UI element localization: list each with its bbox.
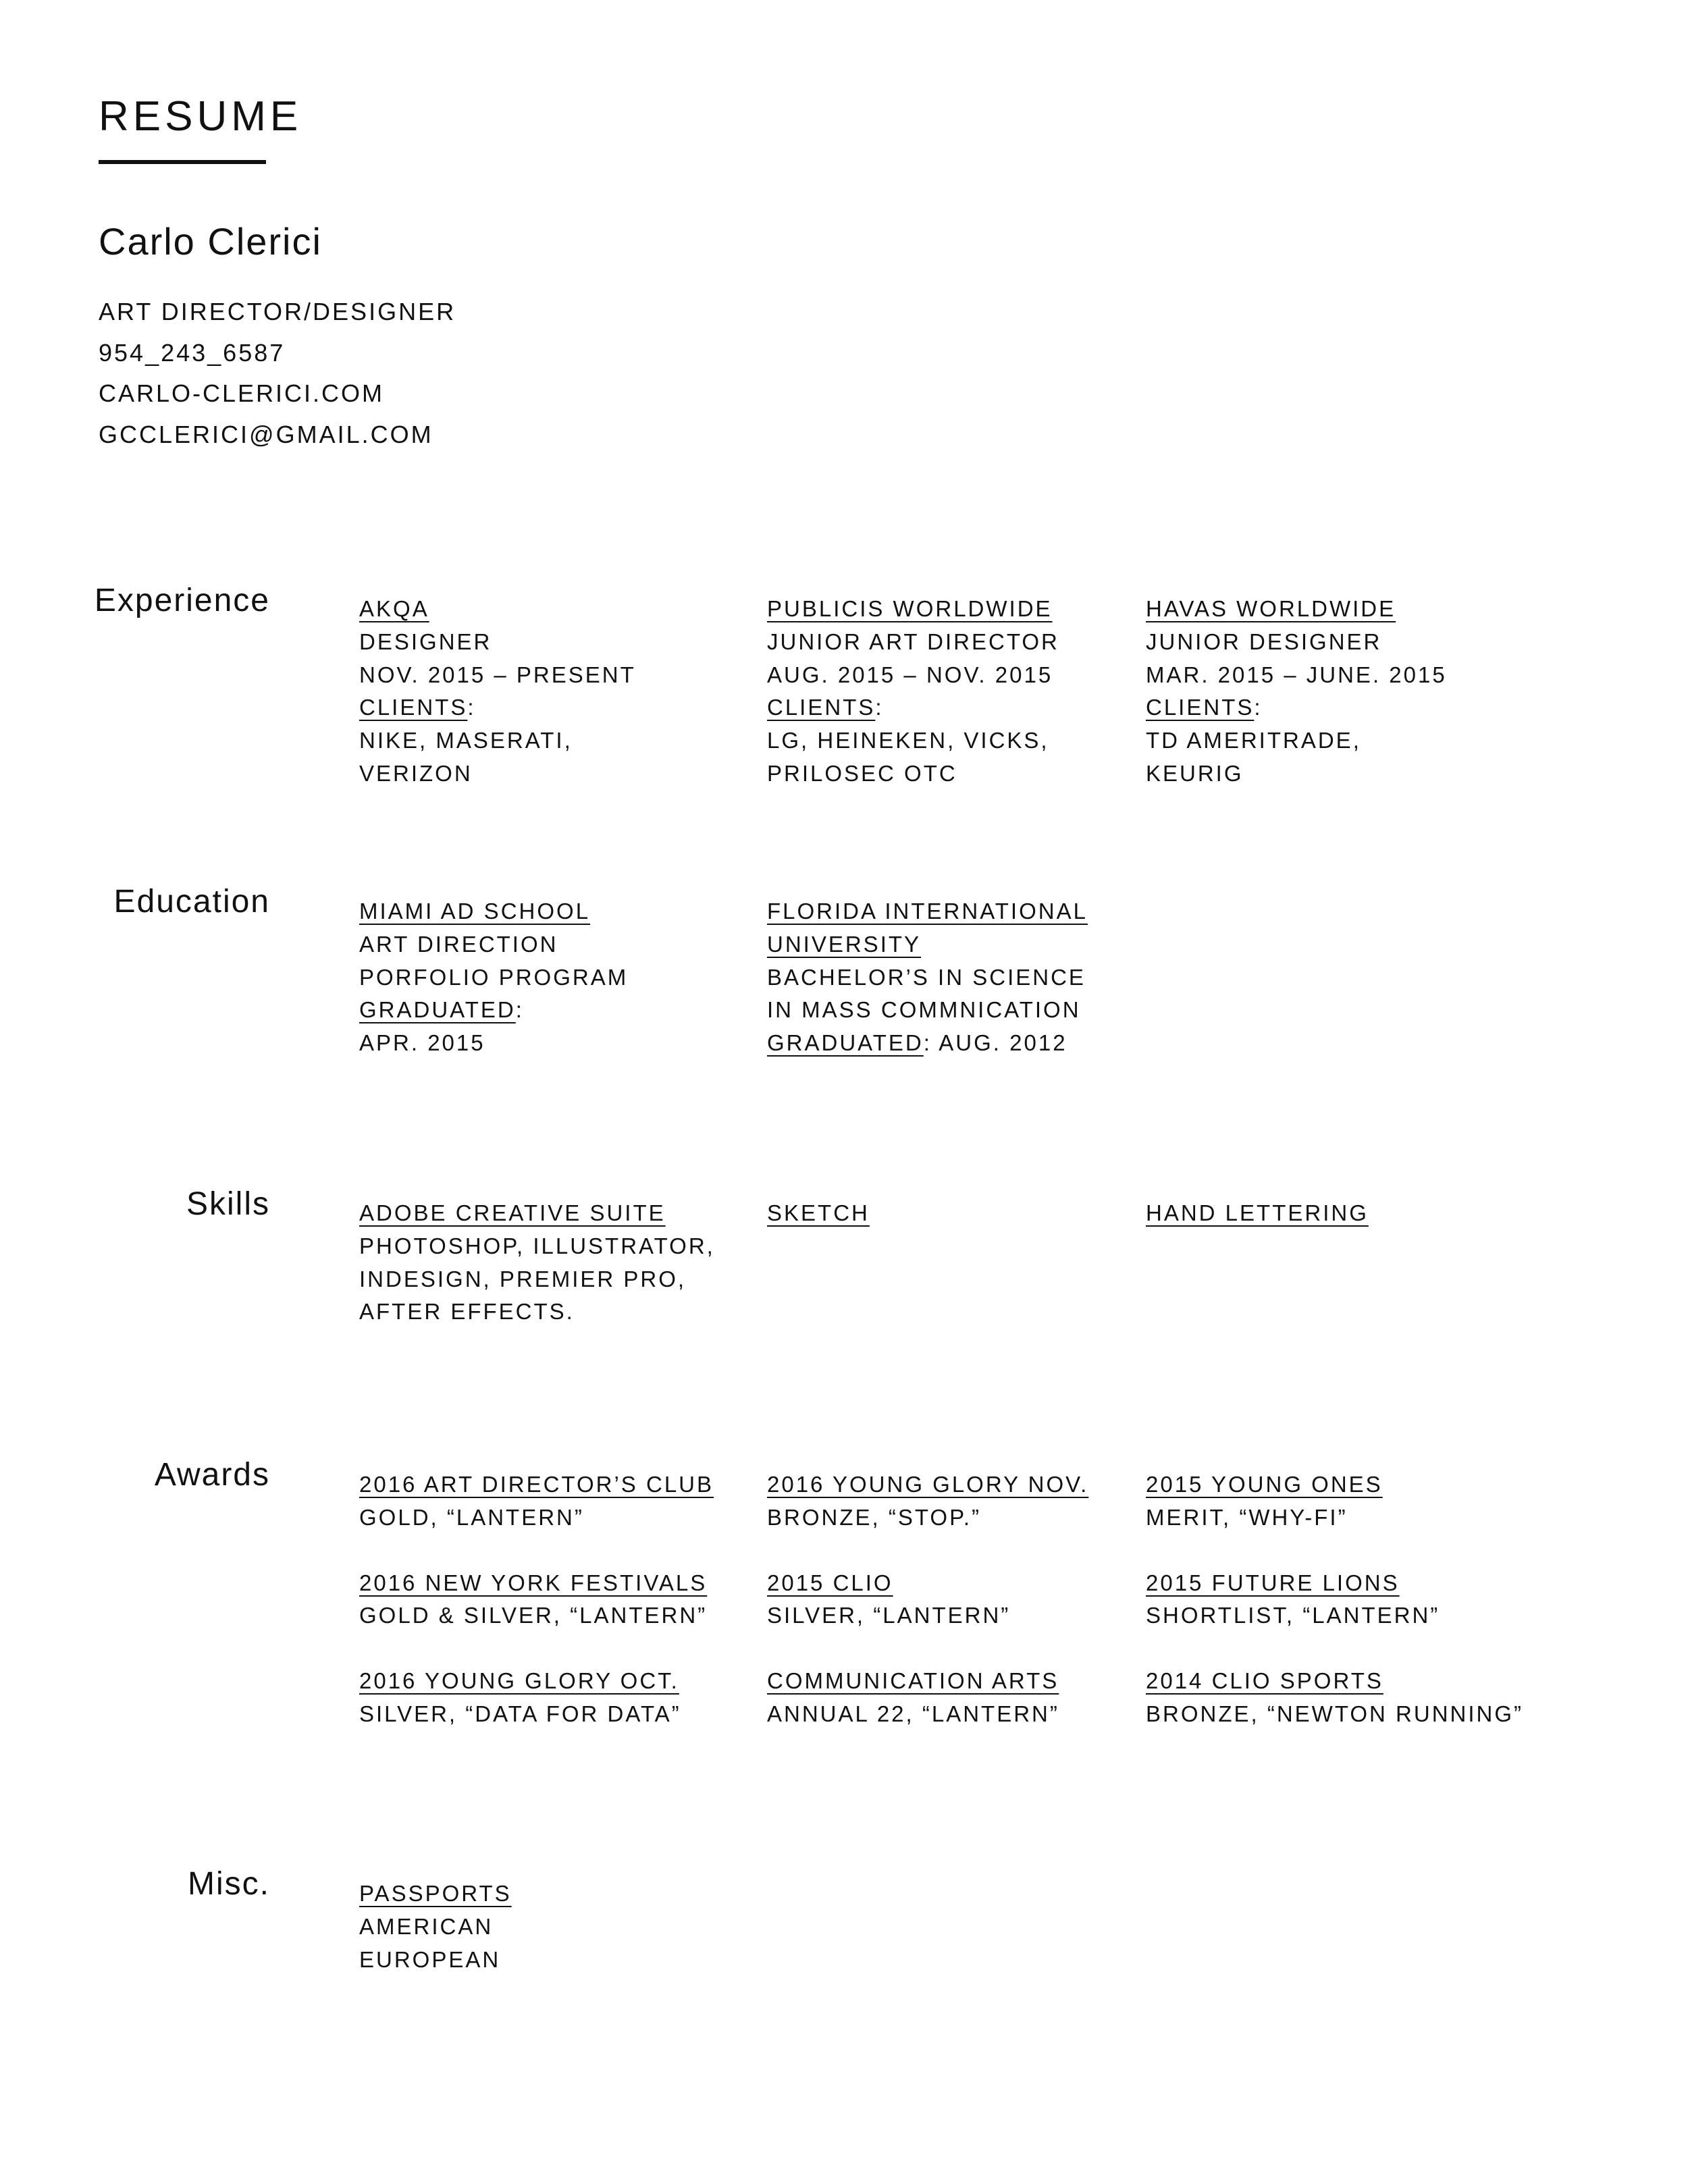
clients-line: TD AMERITRADE, [1146,728,1361,753]
experience-entry: PUBLICIS WORLDWIDE JUNIOR ART DIRECTOR AUG. 2015 – NOV. 2015 CLIENTS: LG, HEINEKEN, VICKS, PRILOSEC OTC [767,593,1059,791]
award-title: 2015 YOUNG ONES [1146,1472,1383,1497]
program-line: BACHELOR’S IN SCIENCE [767,964,1086,990]
experience-entry: HAVAS WORLDWIDE JUNIOR DESIGNER MAR. 2015 – JUNE. 2015 CLIENTS: TD AMERITRADE, KEURIG [1146,593,1447,791]
award-detail: GOLD, “LANTERN” [359,1504,584,1530]
graduation-date: AUG. 2012 [939,1030,1067,1056]
skill-detail: INDESIGN, PREMIER PRO, [359,1266,687,1291]
job-title: ART DIRECTOR/DESIGNER [99,298,456,325]
skill-detail: PHOTOSHOP, ILLUSTRATOR, [359,1233,715,1258]
award-detail: GOLD & SILVER, “LANTERN” [359,1603,708,1628]
award-detail: SILVER, “DATA FOR DATA” [359,1701,681,1726]
skill-detail: AFTER EFFECTS. [359,1299,575,1325]
clients-label: CLIENTS [359,695,468,720]
program-line: IN MASS COMMNICATION [767,997,1081,1023]
dates: NOV. 2015 – PRESENT [359,662,636,687]
clients-line: PRILOSEC OTC [767,760,957,786]
misc-title: PASSPORTS [359,1881,512,1906]
misc-detail: EUROPEAN [359,1946,501,1972]
award-title: COMMUNICATION ARTS [767,1668,1059,1694]
graduation-date: APR. 2015 [359,1030,485,1056]
website: CARLO-CLERICI.COM [99,379,385,407]
graduated-label: GRADUATED [767,1030,924,1056]
clients-label: CLIENTS [1146,695,1255,720]
clients-label: CLIENTS [767,695,876,720]
award-title: 2015 FUTURE LIONS [1146,1570,1400,1595]
contact-block [99,292,456,455]
dates: AUG. 2015 – NOV. 2015 [767,662,1053,687]
award-title: 2016 YOUNG GLORY NOV. [767,1472,1089,1497]
clients-line: KEURIG [1146,760,1244,786]
award-title: 2015 CLIO [767,1570,893,1595]
role: DESIGNER [359,629,492,654]
company-name: AKQA [359,596,429,621]
experience-entry: AKQA DESIGNER NOV. 2015 – PRESENT CLIENTS: NIKE, MASERATI, VERIZON [359,593,636,791]
skills-heading: Skills [186,1186,270,1222]
role: JUNIOR DESIGNER [1146,629,1382,654]
education-entry: FLORIDA INTERNATIONAL UNIVERSITY BACHELOR’S IN SCIENCE IN MASS COMMNICATION GRADUATED: AUG. 2012 [767,899,1088,1056]
experience-heading: Experience [94,583,270,618]
resume-title: RESUME [99,93,302,140]
skill-entry [1146,1197,1369,1230]
education-entry: MIAMI AD SCHOOL ART DIRECTION PORFOLIO PROGRAM GRADUATED: APR. 2015 [359,895,628,1060]
title-underline [99,160,266,164]
skill-title: SKETCH [767,1200,870,1225]
program-line: PORFOLIO PROGRAM [359,964,629,990]
email: GCCLERICI@GMAIL.COM [99,420,433,448]
award-detail: ANNUAL 22, “LANTERN” [767,1701,1059,1726]
skill-entry [767,1197,870,1230]
award-title: 2016 NEW YORK FESTIVALS [359,1570,708,1595]
skill-title: HAND LETTERING [1146,1200,1369,1225]
clients-line: LG, HEINEKEN, VICKS, [767,728,1049,753]
skill-title: ADOBE CREATIVE SUITE [359,1200,666,1225]
education-heading: Education [113,884,270,920]
misc-entry [359,1877,512,1976]
award-detail: SHORTLIST, “LANTERN” [1146,1603,1440,1628]
school-name: MIAMI AD SCHOOL [359,899,591,924]
phone-number: 954_243_6587 [99,338,286,367]
awards-column [1146,1468,1523,1731]
misc-heading: Misc. [188,1866,270,1902]
school-name: FLORIDA INTERNATIONAL [767,899,1088,924]
awards-heading: Awards [154,1457,270,1493]
award-title: 2016 YOUNG GLORY OCT. [359,1668,679,1694]
awards-column [359,1468,714,1731]
program-line: ART DIRECTION [359,931,558,957]
school-name: UNIVERSITY [767,931,922,957]
awards-column [767,1468,1088,1731]
award-detail: BRONZE, “NEWTON RUNNING” [1146,1701,1524,1726]
role: JUNIOR ART DIRECTOR [767,629,1059,654]
award-title: 2014 CLIO SPORTS [1146,1668,1383,1694]
company-name: HAVAS WORLDWIDE [1146,596,1396,621]
clients-line: NIKE, MASERATI, [359,728,573,753]
award-detail: SILVER, “LANTERN” [767,1603,1011,1628]
skill-entry [359,1197,715,1329]
person-name: Carlo Clerici [99,220,322,263]
clients-line: VERIZON [359,760,473,786]
dates: MAR. 2015 – JUNE. 2015 [1146,662,1447,687]
misc-detail: AMERICAN [359,1913,494,1939]
award-detail: BRONZE, “STOP.” [767,1504,981,1530]
graduated-label: GRADUATED [359,997,516,1023]
award-detail: MERIT, “WHY-FI” [1146,1504,1348,1530]
award-title: 2016 ART DIRECTOR’S CLUB [359,1472,714,1497]
company-name: PUBLICIS WORLDWIDE [767,596,1053,621]
